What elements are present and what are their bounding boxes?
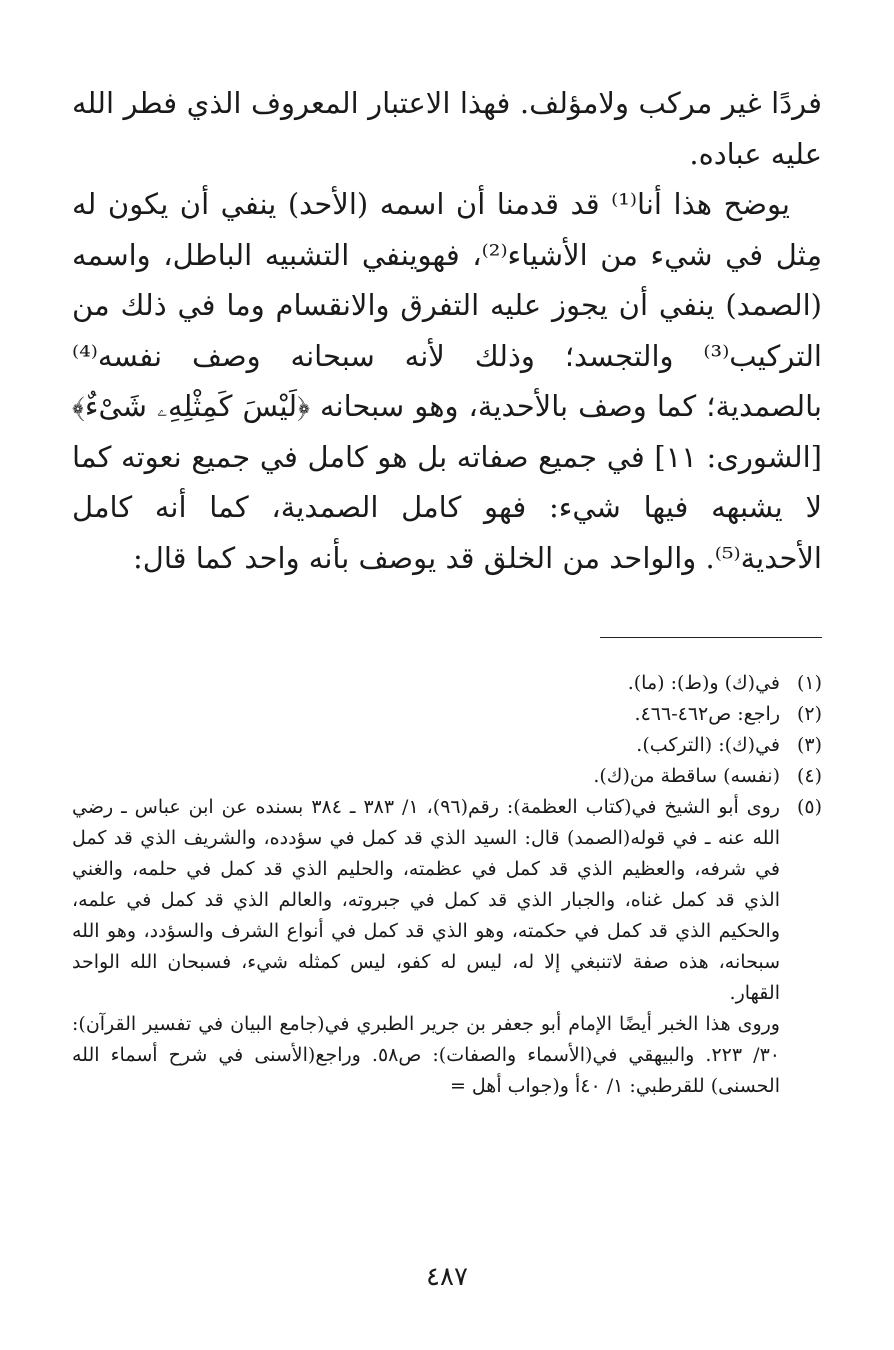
footnote-number: (١)	[796, 672, 822, 694]
footnote-number: (٣)	[796, 734, 822, 756]
footnote-text: في(ك): (التركب).	[636, 734, 780, 756]
footnote-5	[72, 792, 822, 1009]
footnote-separator	[600, 637, 822, 638]
footnotes	[72, 668, 822, 1102]
footnote-text: (نفسه) ساقطة من(ك).	[593, 765, 780, 787]
main-paragraph-1: فردًا غير مركب ولامؤلف. فهذا الاعتبار المعروف الذي فطر الله عليه عباده.	[72, 86, 822, 171]
footnote-number: (٢)	[796, 703, 822, 725]
main-paragraph-2: يوضح هذا أنا⁽¹⁾ قد قدمنا أن اسمه (الأحد) ينفي أن يكون له مِثل في شيء من الأشياء⁽²⁾، فهوينفي التشبيه الباطل، واسمه (الصمد) ينفي أن يجوز عليه التفرق والانقسام وما في ذلك من التركيب⁽³⁾ والتجسد؛ وذلك لأنه سبحانه وصف نفسه⁽⁴⁾ بالصمدية؛ كما وصف بالأحدية، وهو سبحانه ﴿لَيْسَ كَمِثْلِهِۦ شَىْءٌ﴾ [الشورى: ١١] في جميع صفاته بل هو كامل في جميع نعوته كما لا يشبهه فيها شيء: فهو كامل الصمدية، كما أنه كامل الأحدية⁽⁵⁾. والواحد من الخلق قد يوصف بأنه واحد كما قال:	[72, 187, 822, 575]
footnote-text: في(ك) و(ط): (ما).	[627, 672, 780, 694]
footnote-number: (٤)	[796, 765, 822, 787]
footnote-4	[72, 761, 822, 792]
main-text	[72, 78, 822, 583]
footnote-text: روى أبو الشيخ في(كتاب العظمة): رقم(٩٦)، ١/ ٣٨٣ ـ ٣٨٤ بسنده عن ابن عباس ـ رضي الله عنه ـ في قوله(الصمد) قال: السيد الذي قد كمل في سؤدده، والشريف الذي قد كمل في شرفه، والعظيم الذي قد كمل في عظمته، والحليم الذي قد كمل في حلمه، والغني الذي قد كمل غناه، والجبار الذي قد كمل في جبروته، والعالم الذي قد كمل في علمه، والحكيم الذي قد كمل في حكمته، وهو الذي قد كمل في أنواع الشرف والسؤدد، وهو الله سبحانه، هذه صفة لاتنبغي إلا له، ليس له كفو، ليس كمثله شيء، فسبحان الله الواحد القهار.	[72, 796, 780, 1004]
footnote-2	[72, 699, 822, 730]
footnote-1	[72, 668, 822, 699]
footnote-3	[72, 730, 822, 761]
page-number: ٤٨٧	[426, 1262, 468, 1292]
footnote-number: (٥)	[796, 796, 822, 818]
footnote-continuation: وروى هذا الخبر أيضًا الإمام أبو جعفر بن جرير الطبري في(جامع البيان في تفسير القرآن): ٣٠/ ٢٢٣. والبيهقي في(الأسماء والصفات): ص٥٨. وراجع(الأسنى في شرح أسماء الله الحسنى) للقرطبي: ١/ ٤٠أ و(جواب أهل =	[72, 1013, 780, 1097]
footnote-text: راجع: ص٤٦٢-٤٦٦.	[634, 703, 780, 725]
